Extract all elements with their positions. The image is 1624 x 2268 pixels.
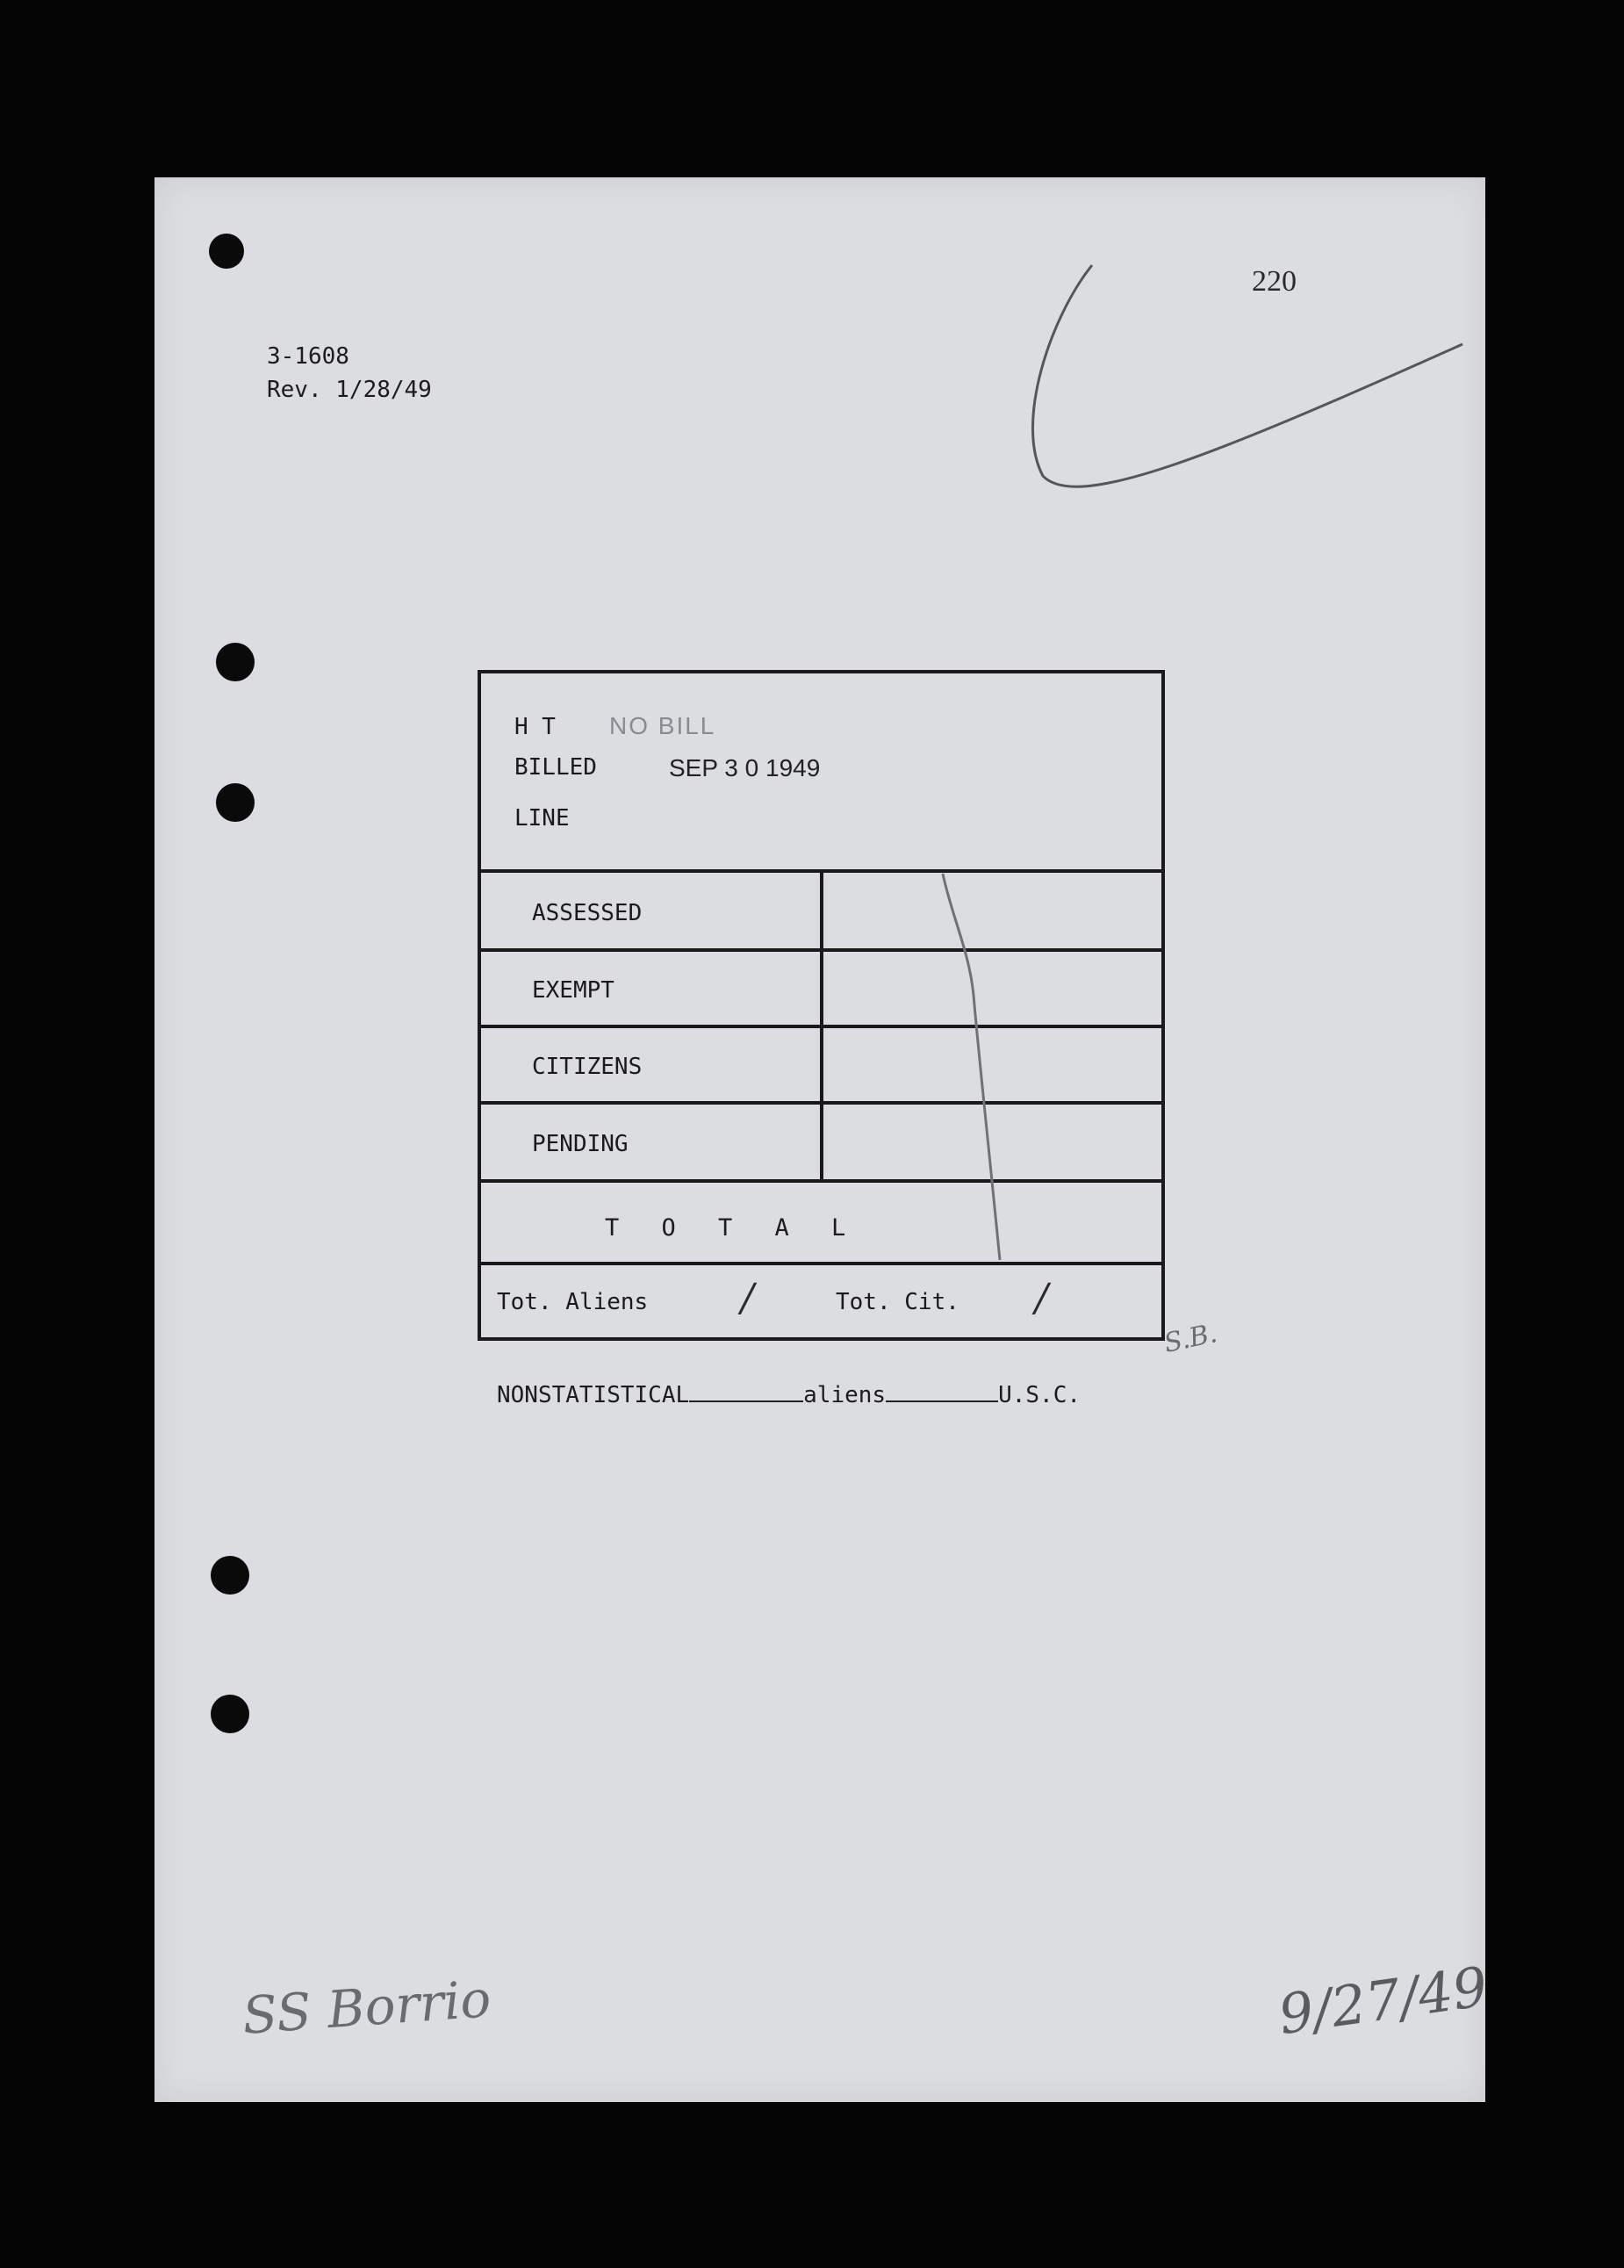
form-revision: Rev. 1/28/49 bbox=[267, 377, 432, 403]
punch-hole bbox=[211, 1695, 249, 1733]
billed-label: BILLED bbox=[514, 754, 597, 781]
ship-name-handwritten: SS Borrio bbox=[240, 1969, 493, 2046]
total-cit-label: Tot. Cit. bbox=[836, 1289, 959, 1315]
form-number: 3-1608 bbox=[267, 343, 349, 370]
punch-hole bbox=[211, 1556, 249, 1595]
ht-label: H T bbox=[514, 714, 556, 740]
billed-date-stamp: SEP 3 0 1949 bbox=[669, 754, 821, 781]
line-label: LINE bbox=[514, 805, 570, 832]
nonstatistical-label: NONSTATISTICAL bbox=[497, 1382, 690, 1408]
nonstatistical-line bbox=[497, 1382, 1081, 1408]
exempt-label: EXEMPT bbox=[532, 977, 614, 1004]
page-number: 220 bbox=[1252, 265, 1297, 298]
handwritten-date: 9/27/49 bbox=[1275, 1954, 1491, 2048]
total-label: T O T A L bbox=[605, 1214, 860, 1242]
form-code bbox=[267, 340, 432, 407]
nonstatistical-aliens-blank bbox=[689, 1400, 803, 1402]
nonstatistical-usc-label: U.S.C. bbox=[998, 1382, 1081, 1408]
punch-hole bbox=[216, 643, 255, 681]
no-bill-stamp: NO BILL bbox=[609, 712, 716, 739]
punch-hole bbox=[216, 783, 255, 822]
total-aliens-label: Tot. Aliens bbox=[497, 1289, 649, 1315]
nonstatistical-usc-blank bbox=[886, 1400, 998, 1402]
checkmark-mark bbox=[980, 256, 1471, 590]
punch-hole bbox=[209, 234, 244, 269]
total-aliens-value: / bbox=[741, 1276, 754, 1321]
initials: S.B. bbox=[1161, 1318, 1220, 1359]
billing-form-table bbox=[478, 670, 1167, 1342]
assessed-label: ASSESSED bbox=[532, 900, 643, 926]
document-page bbox=[154, 177, 1491, 2102]
nonstatistical-aliens-label: aliens bbox=[803, 1382, 887, 1408]
citizens-label: CITIZENS bbox=[532, 1054, 643, 1080]
pending-label: PENDING bbox=[532, 1131, 629, 1157]
total-cit-value: / bbox=[1035, 1276, 1048, 1321]
